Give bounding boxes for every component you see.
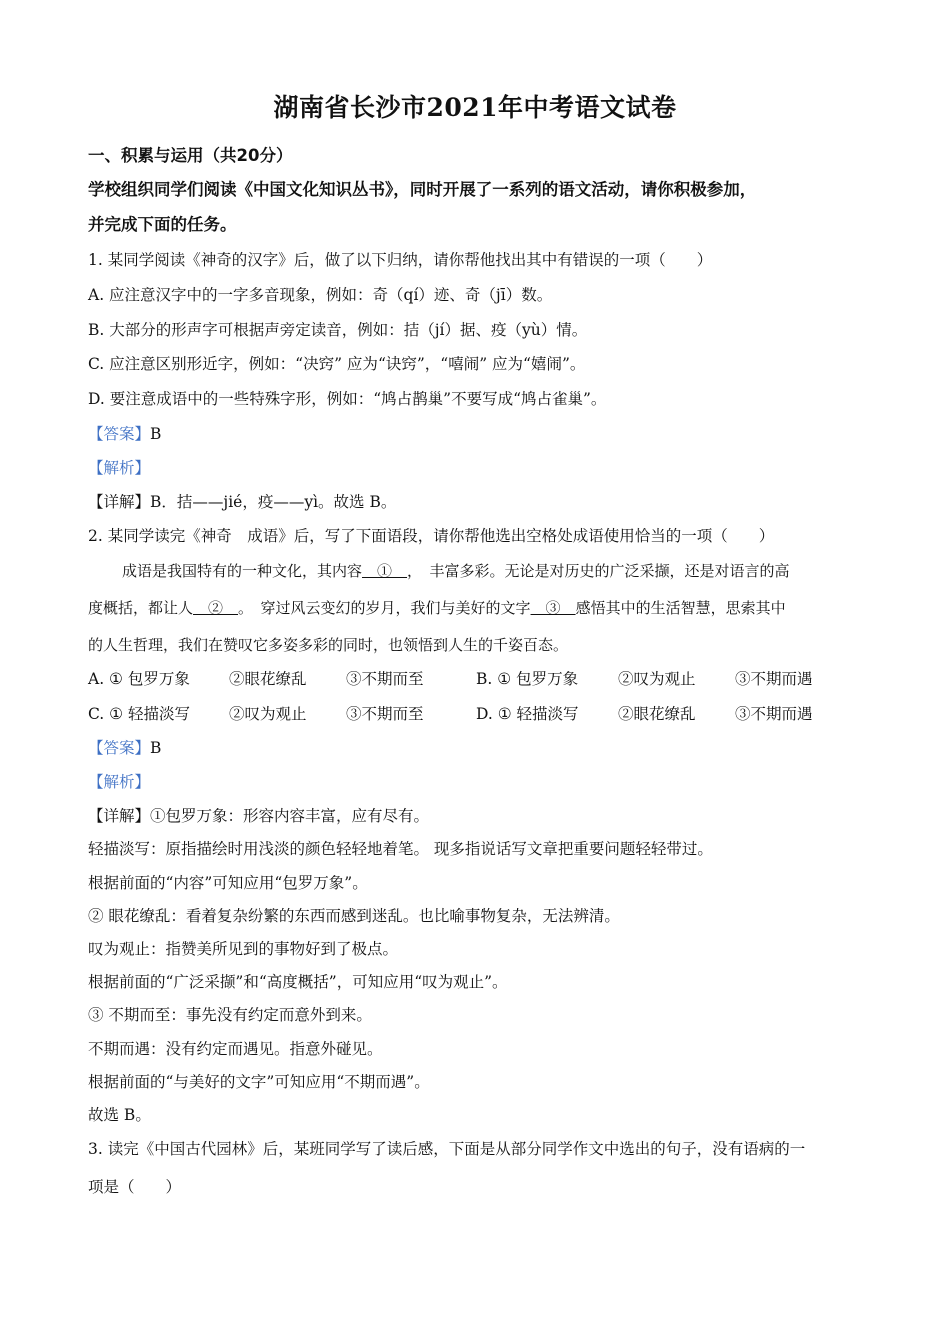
answer-tag: 【答案】 xyxy=(88,739,151,757)
answer-value: B xyxy=(150,739,162,757)
passage-text: ， 丰富多彩。无论是对历史的广泛采撷，还是对语言的高 xyxy=(407,562,790,580)
answer-value: B xyxy=(150,425,162,443)
q2-passage-line-1 xyxy=(122,561,790,581)
option-part: ③不期而遇 xyxy=(735,670,813,688)
q2-explanation-line: 【详解】①包罗万象：形容内容丰富，应有尽有。 xyxy=(88,807,430,825)
q2-stem: 2. 某同学读完《神奇 成语》后，写了下面语段，请你帮他选出空格处成语使用恰当的一项（ ） xyxy=(88,527,775,545)
passage-text: 感悟其中的生活智慧，思索其中 xyxy=(575,599,786,617)
q1-stem: 1. 某同学阅读《神奇的汉字》后，做了以下归纳，请你帮他找出其中有错误的一项（ ） xyxy=(88,251,713,269)
q1-option-c: C. 应注意区别形近字，例如：“决窍” 应为“诀窍”，“嘻闹” 应为“嬉闹”。 xyxy=(88,355,586,373)
blank-2: ② xyxy=(193,599,239,617)
q2-explanation-line: 叹为观止：指赞美所见到的事物好到了极点。 xyxy=(88,940,399,958)
section-heading: 一、积累与运用（共20分） xyxy=(88,146,293,165)
q2-analysis-tag: 【解析】 xyxy=(88,773,151,791)
q1-answer xyxy=(88,424,161,444)
option-part: A. ① 包罗万象 xyxy=(88,670,190,688)
blank-1: ① xyxy=(362,562,408,580)
option-part: D. ① 轻描淡写 xyxy=(476,705,579,723)
q2-explanation-line: ③ 不期而至：事先没有约定而意外到来。 xyxy=(88,1006,372,1024)
q2-explanation-line: 故选 B。 xyxy=(88,1106,151,1124)
q2-explanation-line: 轻描淡写：原指描绘时用浅淡的颜色轻轻地着笔。 现多指说话写文章把重要问题轻轻带过。 xyxy=(88,840,713,858)
answer-tag: 【答案】 xyxy=(88,425,151,443)
task-intro-line-2: 并完成下面的任务。 xyxy=(88,215,237,234)
option-part: ②叹为观止 xyxy=(229,705,307,723)
blank-3: ③ xyxy=(530,599,576,617)
option-part: ②叹为观止 xyxy=(618,670,696,688)
passage-text: 度概括，都让人 xyxy=(88,599,194,617)
task-intro-line-1: 学校组织同学们阅读《中国文化知识丛书》，同时开展了一系列的语文活动，请你积极参加， xyxy=(88,180,757,199)
q2-passage-line-3: 的人生哲理，我们在赞叹它多姿多彩的同时，也领悟到人生的千姿百态。 xyxy=(88,636,569,654)
q2-explanation-line: 不期而遇：没有约定而遇见。指意外碰见。 xyxy=(88,1040,383,1058)
option-part: C. ① 轻描淡写 xyxy=(88,705,190,723)
passage-text: 。 穿过风云变幻的岁月，我们与美好的文字 xyxy=(238,599,531,617)
q2-explanation-line: 根据前面的“广泛采撷”和“高度概括”，可知应用“叹为观止”。 xyxy=(88,973,508,991)
passage-text: 成语是我国特有的一种文化，其内容 xyxy=(122,562,363,580)
q1-detail: 【详解】B．拮——jié，疫——yì。故选 B。 xyxy=(88,493,397,511)
option-part: ③不期而遇 xyxy=(735,705,813,723)
option-part: ③不期而至 xyxy=(346,705,424,723)
q1-option-a: A. 应注意汉字中的一字多音现象，例如：奇（qí）迹、奇（jī）数。 xyxy=(88,286,553,304)
q2-explanation-line: ② 眼花缭乱：看着复杂纷繁的东西而感到迷乱。也比喻事物复杂，无法辨清。 xyxy=(88,907,620,925)
q1-analysis-tag: 【解析】 xyxy=(88,459,151,477)
q2-explanation-line: 根据前面的“内容”可知应用“包罗万象”。 xyxy=(88,874,368,892)
q2-passage-line-2 xyxy=(88,598,786,618)
q2-explanation-line: 根据前面的“与美好的文字”可知应用“不期而遇”。 xyxy=(88,1073,430,1091)
q2-answer xyxy=(88,738,161,758)
option-part: ③不期而至 xyxy=(346,670,424,688)
q3-stem-line-1: 3. 读完《中国古代园林》后，某班同学写了读后感，下面是从部分同学作文中选出的句子，没有语病的一 xyxy=(88,1140,806,1158)
page-title: 湖南省长沙市2021年中考语文试卷 xyxy=(273,93,677,122)
option-part: ②眼花缭乱 xyxy=(229,670,307,688)
q1-option-d: D. 要注意成语中的一些特殊字形，例如：“鸠占鹊巢”不要写成“鸠占雀巢”。 xyxy=(88,390,607,408)
q3-stem-line-2: 项是（ ） xyxy=(88,1178,182,1196)
q1-option-b: B. 大部分的形声字可根据声旁定读音，例如：拮（jí）据、疫（yù）情。 xyxy=(88,321,588,339)
option-part: B. ① 包罗万象 xyxy=(476,670,579,688)
option-part: ②眼花缭乱 xyxy=(618,705,696,723)
